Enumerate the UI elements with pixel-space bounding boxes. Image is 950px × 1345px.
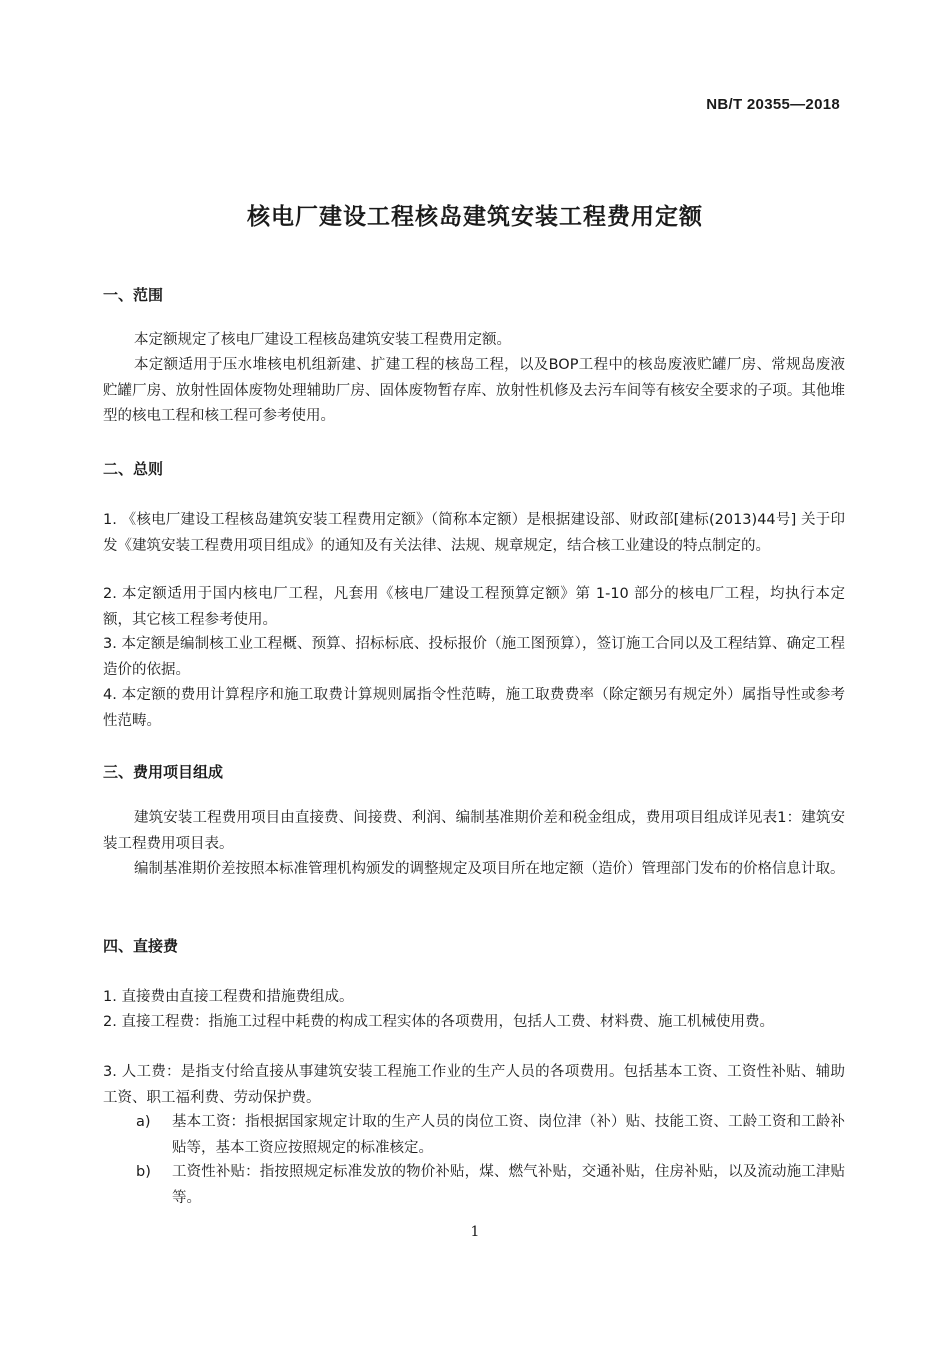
section-heading-scope: 一、范围 — [103, 286, 164, 304]
list-item: 2. 直接工程费：指施工过程中耗费的构成工程实体的各项费用，包括人工费、材料费、施工机械使用费。 — [103, 1014, 774, 1030]
list-item: 3. 本定额是编制核工业工程概、预算、招标标底、投标报价（施工图预算），签订施工合同以及工程结算、确定工程造价的依据。 — [103, 636, 845, 678]
sub-item-label: a) — [136, 1114, 151, 1130]
list-item: 2. 本定额适用于国内核电厂工程，凡套用《核电厂建设工程预算定额》第 1-10 部分的核电厂工程，均执行本定额，其它核工程参考使用。 — [103, 586, 845, 628]
list-item: 4. 本定额的费用计算程序和施工取费计算规则属指令性范畴，施工取费费率（除定额另有规定外）属指导性或参考性范畴。 — [103, 687, 845, 729]
paragraph: 建筑安装工程费用项目由直接费、间接费、利润、编制基准期价差和税金组成，费用项目组成详见表1：建筑安装工程费用项目表。 — [103, 810, 845, 852]
sub-item-label: b) — [136, 1164, 151, 1180]
section-heading-cost-items: 三、费用项目组成 — [103, 763, 224, 781]
sub-item-text: 工资性补贴：指按照规定标准发放的物价补贴，煤、燃气补贴，交通补贴，住房补贴，以及流动施工津贴等。 — [172, 1164, 845, 1206]
section-heading-general: 二、总则 — [103, 460, 164, 478]
sub-item — [136, 1110, 845, 1161]
list-item: 1. 《核电厂建设工程核岛建筑安装工程费用定额》（简称本定额）是根据建设部、财政部[建标(2013)44号] 关于印发《建筑安装工程费用项目组成》的通知及有关法律、法规、规章规定，结合核工业建设的特点制定的。 — [103, 512, 845, 554]
document-title: 核电厂建设工程核岛建筑安装工程费用定额 — [247, 204, 703, 230]
standard-code: NB/T 20355—2018 — [706, 96, 840, 113]
section-heading-direct-cost: 四、直接费 — [103, 937, 179, 955]
paragraph: 本定额适用于压水堆核电机组新建、扩建工程的核岛工程，以及BOP工程中的核岛废液贮罐厂房、常规岛废液贮罐厂房、放射性固体废物处理辅助厂房、固体废物暂存库、放射性机修及去污车间等有核安全要求的子项。其他堆型的核电工程和核工程可参考使用。 — [103, 357, 845, 424]
list-item: 3. 人工费：是指支付给直接从事建筑安装工程施工作业的生产人员的各项费用。包括基本工资、工资性补贴、辅助工资、职工福利费、劳动保护费。 — [103, 1064, 845, 1106]
page-number: 1 — [470, 1224, 480, 1240]
list-item: 1. 直接费由直接工程费和措施费组成。 — [103, 989, 354, 1005]
sub-item-text: 基本工资：指根据国家规定计取的生产人员的岗位工资、岗位津（补）贴、技能工资、工龄工资和工龄补贴等，基本工资应按照规定的标准核定。 — [172, 1114, 845, 1156]
sub-item — [136, 1160, 845, 1211]
paragraph: 编制基准期价差按照本标准管理机构颁发的调整规定及项目所在地定额（造价）管理部门发布的价格信息计取。 — [134, 861, 845, 877]
paragraph: 本定额规定了核电厂建设工程核岛建筑安装工程费用定额。 — [134, 332, 511, 348]
